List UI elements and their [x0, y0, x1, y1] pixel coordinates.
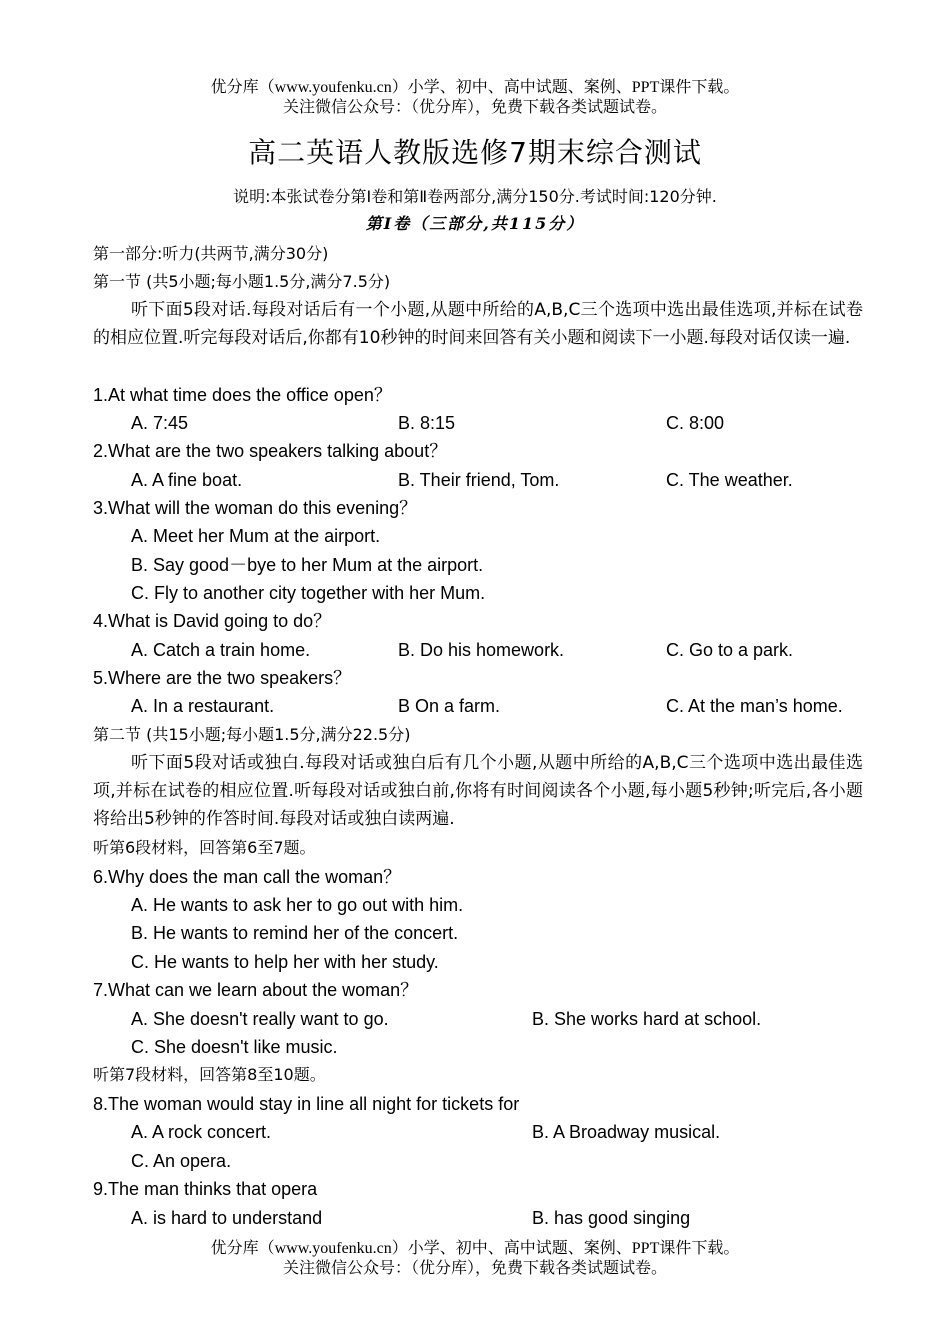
question-7: 7.What can we learn about the woman？	[93, 980, 419, 1000]
q5-option-a: A. In a restaurant.	[131, 696, 275, 716]
question-9: 9.The man thinks that opera	[93, 1179, 318, 1199]
q2-option-a: A. A fine boat.	[131, 470, 243, 490]
part-1-heading: 第一部分:听力(共两节,满分30分)	[93, 244, 329, 263]
q2-option-b: B. Their friend, Tom.	[398, 470, 560, 490]
q6-option-b: B. He wants to remind her of the concert.	[131, 923, 459, 943]
q6-option-c: C. He wants to help her with her study.	[131, 952, 439, 972]
q3-option-a: A. Meet her Mum at the airport.	[131, 526, 381, 546]
exam-description: 说明:本张试卷分第Ⅰ卷和第Ⅱ卷两部分,满分150分.考试时间:120分钟.	[233, 187, 717, 206]
header-line-2: 关注微信公众号：（优分库），免费下载各类试题试卷。	[282, 99, 667, 116]
q1-option-b: B. 8:15	[398, 413, 456, 433]
q9-option-b: B. has good singing	[532, 1208, 691, 1228]
question-2: 2.What are the two speakers talking about？	[93, 441, 448, 461]
question-4: 4.What is David going to do？	[93, 611, 332, 631]
section-2-instructions: 听下面5段对话或独白.每段对话或独白后有几个小题,从题中所给的A,B,C三个选项中选出最佳选项,并标在试卷的相应位置.听每段对话或独白前,你将有时间阅读各个小题,每小题5秒钟;听完后,各小题将给出5秒钟的作答时间.每段对话或独白读两遍.	[93, 753, 863, 829]
q6-option-a: A. He wants to ask her to go out with him.	[131, 895, 464, 915]
footer-line-2: 关注微信公众号：（优分库），免费下载各类试题试卷。	[282, 1260, 667, 1277]
footer-line-1: 优分库（www.youfenku.cn）小学、初中、高中试题、案例、PPT课件下载。	[210, 1240, 740, 1257]
q5-option-c: C. At the man’s home.	[666, 696, 843, 716]
q8-option-a: A. A rock concert.	[131, 1122, 272, 1142]
q4-option-a: A. Catch a train home.	[131, 640, 311, 660]
q3-option-b: B. Say good－bye to her Mum at the airport.	[131, 555, 484, 575]
q2-option-c: C. The weather.	[666, 470, 793, 490]
header-line-1: 优分库（www.youfenku.cn）小学、初中、高中试题、案例、PPT课件下载。	[210, 79, 740, 96]
section-1-instructions: 听下面5段对话.每段对话后有一个小题,从题中所给的A,B,C三个选项中选出最佳选项,并标在试卷的相应位置.听完每段对话后,你都有10秒钟的时间来回答有关小题和阅读下一小题.每段对话仅读一遍.	[93, 300, 863, 348]
q9-option-a: A. is hard to understand	[131, 1208, 323, 1228]
q7-option-c: C. She doesn't like music.	[131, 1037, 338, 1057]
question-6: 6.Why does the man call the woman？	[93, 867, 402, 887]
q7-option-b: B. She works hard at school.	[532, 1009, 762, 1029]
q5-option-b: B On a farm.	[398, 696, 501, 716]
q4-option-c: C. Go to a park.	[666, 640, 794, 660]
material-7-note: 听第7段材料，回答第8至10题。	[93, 1065, 326, 1084]
q7-option-a: A. She doesn't really want to go.	[131, 1009, 389, 1029]
q8-option-c: C. An opera.	[131, 1151, 232, 1171]
volume-1-heading: 第Ⅰ卷（三部分,共115分）	[365, 214, 585, 233]
question-5: 5.Where are the two speakers？	[93, 668, 352, 688]
section-2-heading: 第二节 (共15小题;每小题1.5分,满分22.5分)	[93, 725, 411, 744]
q3-option-c: C. Fly to another city together with her Mum.	[131, 583, 486, 603]
section-1-heading: 第一节 (共5小题;每小题1.5分,满分7.5分)	[93, 272, 391, 291]
question-1: 1.At what time does the office open？	[93, 385, 392, 405]
question-8: 8.The woman would stay in line all night for tickets for	[93, 1094, 520, 1114]
q1-option-c: C. 8:00	[666, 413, 725, 433]
q4-option-b: B. Do his homework.	[398, 640, 565, 660]
q1-option-a: A. 7:45	[131, 413, 189, 433]
question-3: 3.What will the woman do this evening？	[93, 498, 418, 518]
page-title: 高二英语人教版选修7期末综合测试	[248, 136, 702, 169]
material-6-note: 听第6段材料，回答第6至7题。	[93, 838, 316, 857]
q8-option-b: B. A Broadway musical.	[532, 1122, 721, 1142]
